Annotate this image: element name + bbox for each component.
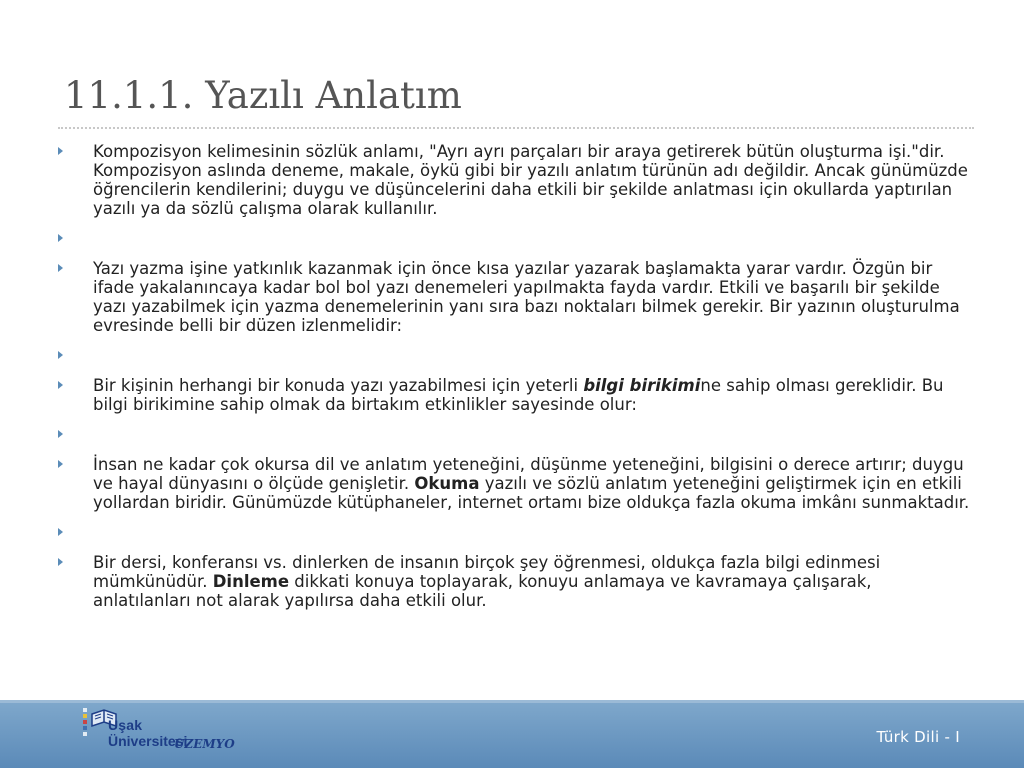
bullet-item-empty <box>58 229 970 248</box>
emphasis-okuma: Okuma <box>414 474 480 493</box>
bullet-text: Yazı yazma işine yatkınlık kazanmak için önce kısa yazılar yazarak başlamakta yarar vardır. Özgün bir ifade yakalanıncaya kadar bol bol yazı denemeleri yapılmakta fayda vardır. Etkili ve başarılı bir şekilde yazı yazabilmek için yazma denemelerinin yanı sıra bazı noktaları bilmek gerekir. Bir yazının oluşturulma evresinde belli bir düzen izlenmelidir: <box>93 259 960 335</box>
bullet-arrow-icon <box>58 351 63 359</box>
bullet-arrow-icon <box>58 430 63 438</box>
bullet-arrow-icon <box>58 147 63 155</box>
bullet-item-empty <box>58 523 970 542</box>
footer-course-label: Türk Dili - I <box>876 728 960 746</box>
bullet-item <box>58 553 970 610</box>
emphasis-bilgi-birikimi: bilgi birikimi <box>583 376 701 395</box>
bullet-arrow-icon <box>58 558 63 566</box>
bullet-item <box>58 376 970 414</box>
slide-title: 11.1.1. Yazılı Anlatım <box>64 74 462 117</box>
bullet-arrow-icon <box>58 264 63 272</box>
bullet-item <box>58 455 970 512</box>
bullet-list <box>58 142 970 621</box>
bullet-item-empty <box>58 425 970 444</box>
logo-text-uzemyo: UZEMYO <box>174 737 235 751</box>
university-logo <box>80 704 250 762</box>
bullet-item-empty <box>58 346 970 365</box>
bullet-text: Bir kişinin herhangi bir konuda yazı yazabilmesi için yeterli <box>93 376 584 395</box>
bullet-arrow-icon <box>58 234 63 242</box>
logo-text-usak: Uşak <box>108 717 143 733</box>
bullet-text: dikkati konuya toplayarak, konuyu anlamaya ve kavramaya çalışarak, anlatılanları not alarak yapılırsa daha etkili olur. <box>93 572 872 610</box>
title-divider <box>58 127 974 129</box>
emphasis-dinleme: Dinleme <box>212 572 290 591</box>
bullet-arrow-icon <box>58 460 63 468</box>
bullet-text: Bir dersi, konferansı vs. dinlerken de insanın birçok şey öğrenmesi, oldukça fazla bilgi edinmesi mümkünüdür. <box>93 553 881 591</box>
bullet-arrow-icon <box>58 381 63 389</box>
bullet-text: İnsan ne kadar çok okursa dil ve anlatım yeteneğini, düşünme yeteneğini, bilgisini o derece artırır; duygu ve hayal dünyasını o ölçüde genişletir. <box>93 455 964 493</box>
bullet-arrow-icon <box>58 528 63 536</box>
bullet-item <box>58 259 970 335</box>
bullet-text: ne sahip olması gereklidir. Bu bilgi birikimine sahip olmak da birtakım etkinlikler sayesinde olur: <box>93 376 944 414</box>
bullet-text: yazılı ve sözlü anlatım yeteneğini geliştirmek için en etkili yollardan biridir. Günümüzde kütüphaneler, internet ortamı bize oldukça fazla okuma imkânı sunmaktadır. <box>93 474 970 512</box>
bullet-text: Kompozisyon kelimesinin sözlük anlamı, "Ayrı ayrı parçaları bir araya getirerek bütün oluşturma işi."dir. Kompozisyon aslında deneme, makale, öykü gibi bir yazılı anlatım türünün adı değildir. Ancak günümüzde öğrencilerin kendilerini; duygu ve düşüncelerini daha etkili bir şekilde anlatması için okullarda yaptırılan yazılı ya da sözlü çalışma olarak kullanılır. <box>93 142 968 218</box>
logo-text-universitesi: Üniversitesi <box>108 733 188 749</box>
bullet-item <box>58 142 970 218</box>
